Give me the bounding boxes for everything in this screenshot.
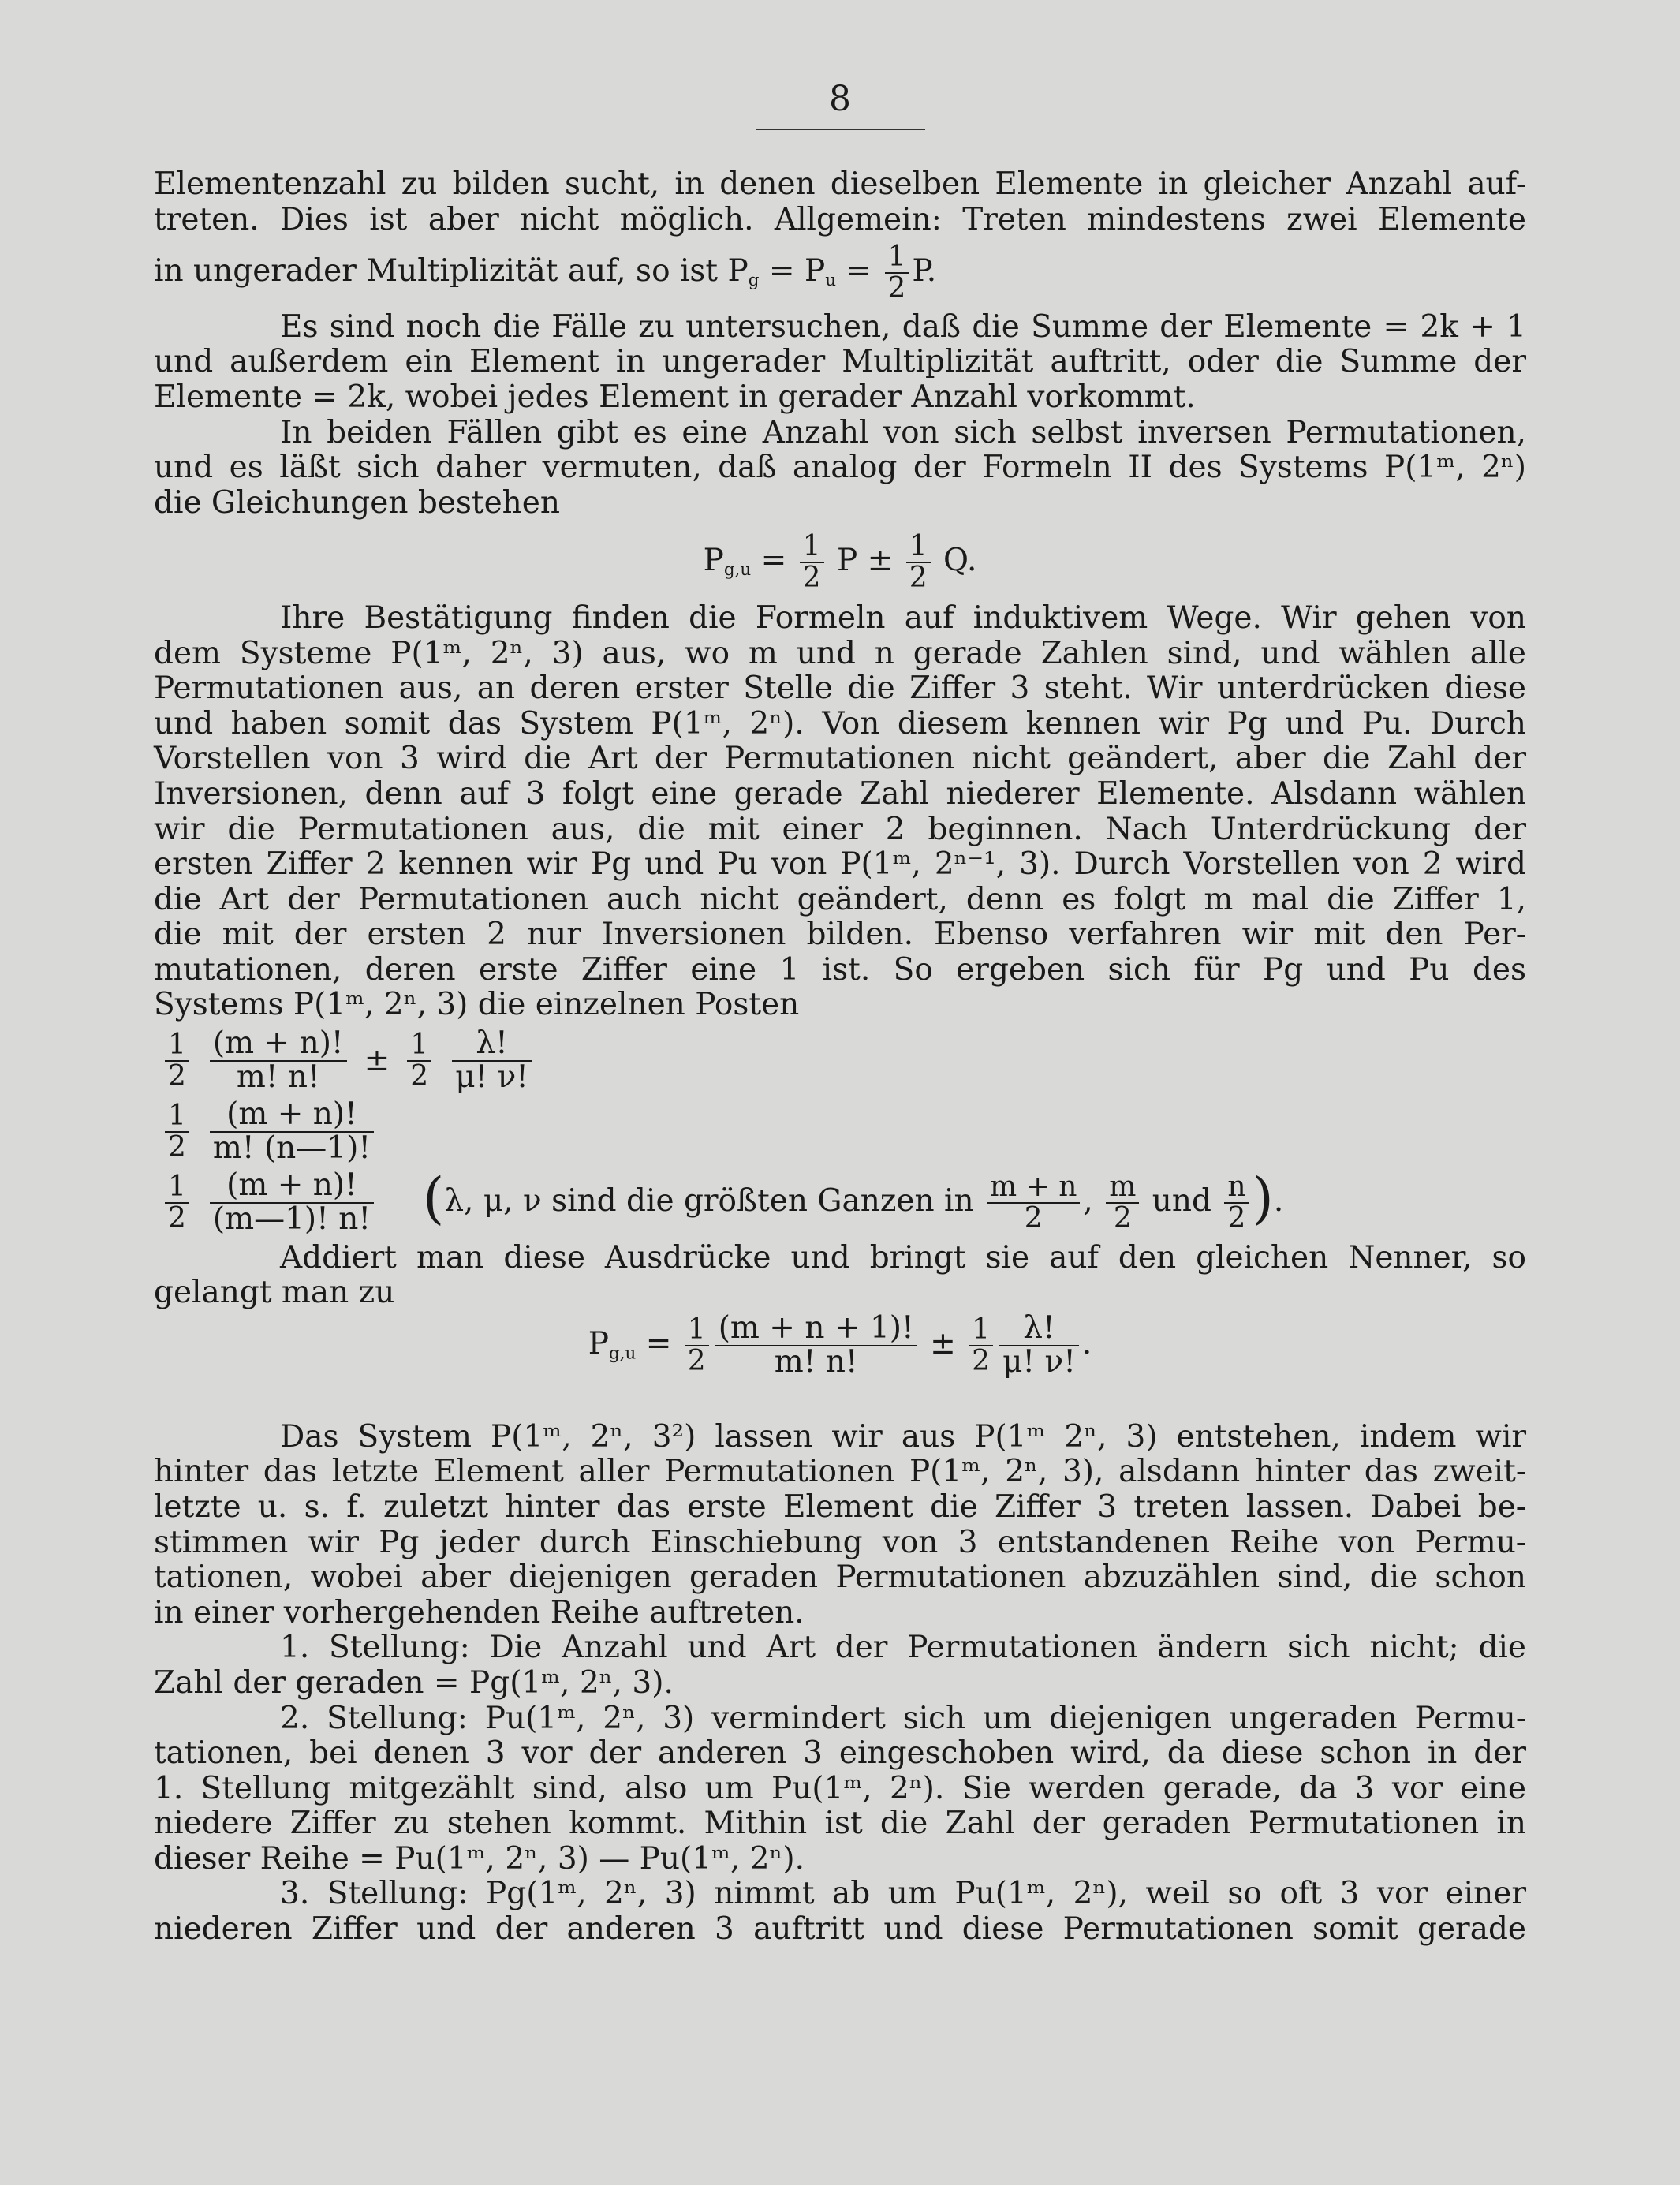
page-number-rule <box>756 129 925 130</box>
equation-pgu: $P_{g,u}$ = $\frac{1}{2}$ P ± $\frac{1}{2}$ Q. <box>703 530 977 595</box>
text-line: tationen, wobei aber diejenigen geraden Permutationen abzuzählen sind, die schon <box>154 1559 1526 1596</box>
text-line: treten. Dies ist aber nicht möglich. Allgemein: Treten mindestens zwei Elemente <box>154 201 1526 237</box>
text-line: In beiden Fällen gibt es eine Anzahl von sich selbst inversen Permutationen, <box>280 414 1526 450</box>
posten-row-2 <box>162 1096 1526 1166</box>
text-line: niedere Ziffer zu stehen kommt. Mithin ist die Zahl der geraden Permutationen in <box>154 1806 1526 1842</box>
text-line: Inversionen, denn auf 3 folgt eine gerade Zahl niederer Elemente. Alsdann wählen <box>154 775 1526 812</box>
posten-note: (λ, μ, ν sind die größten Ganzen in $\frac{m + n}{2}$ , $\frac{m}{2}$ und $\frac{n}{2}$ ). <box>423 1166 1284 1234</box>
fraction: $\frac{1}{2}$ <box>685 1315 709 1376</box>
text-line: wir die Permutationen aus, die mit einer 2 beginnen. Nach Unterdrückung der <box>154 811 1526 847</box>
posten-row-3 <box>162 1166 1526 1237</box>
fraction: $\frac{m + n}{2}$ <box>987 1172 1080 1234</box>
text-line: die Gleichungen bestehen <box>154 484 560 521</box>
text-line: in ungerader Multiplizität auf, so ist $P_g = P_u$ = $\frac{1}{2}$ P. <box>154 241 937 304</box>
fraction: $\frac{m}{2}$ <box>1106 1172 1139 1234</box>
text-line: und haben somit das System P(1ᵐ, 2ⁿ). Von diesem kennen wir Pg und Pu. Durch <box>154 705 1526 741</box>
text-line: Das System P(1ᵐ, 2ⁿ, 3²) lassen wir aus P(1ᵐ 2ⁿ, 3) entstehen, indem wir <box>280 1418 1526 1455</box>
fraction: $\frac{1}{2}$ <box>800 532 824 593</box>
text-line: Permutationen aus, an deren erster Stelle die Ziffer 3 steht. Wir unterdrücken diese <box>154 670 1526 707</box>
text-line: letzte u. s. f. zuletzt hinter das erste Element die Ziffer 3 treten lassen. Dabei be- <box>154 1488 1526 1525</box>
text-line: hinter das letzte Element aller Permutationen P(1ᵐ, 2ⁿ, 3), alsdann hinter das zweit- <box>154 1454 1526 1490</box>
text-line: dieser Reihe = Pu(1ᵐ, 2ⁿ, 3) — Pu(1ᵐ, 2ⁿ). <box>154 1840 805 1877</box>
text-line: 1. Stellung: Die Anzahl und Art der Permutationen ändern sich nicht; die <box>280 1630 1526 1666</box>
fraction: $\frac{1}{2}$ <box>407 1030 431 1092</box>
fraction: $\frac{\lambda!}{\mu! \nu!}$ <box>999 1313 1079 1379</box>
fraction: $\frac{(m + n + 1)!}{m! n!}$ <box>715 1313 917 1379</box>
text-line: Ihre Bestätigung finden die Formeln auf induktivem Wege. Wir gehen von <box>280 599 1526 636</box>
text-line: Systems P(1ᵐ, 2ⁿ, 3) die einzelnen Posten <box>154 987 800 1023</box>
text-line: und es läßt sich daher vermuten, daß analog der Formeln II des Systems P(1ᵐ, 2ⁿ) <box>154 450 1526 486</box>
fraction: $\frac{1}{2}$ <box>969 1315 993 1376</box>
text-line: stimmen wir Pg jeder durch Einschiebung von 3 entstandenen Reihe von Permu- <box>154 1524 1526 1560</box>
page-number: 8 <box>829 79 851 119</box>
fraction: $\frac{(m + n)!}{m! (n—1)!}$ <box>210 1099 374 1165</box>
posten-row-1: $\frac{1}{2}$ $\frac{(m + n)!}{m! n!}$ ± $\frac{1}{2}$ $\frac{\lambda!}{\mu! \nu!}$ <box>162 1028 1526 1094</box>
text-line: ersten Ziffer 2 kennen wir Pg und Pu von P(1ᵐ, 2ⁿ⁻¹, 3). Durch Vorstellen von 2 wird <box>154 846 1526 883</box>
text-line: die Art der Permutationen auch nicht geändert, denn es folgt m mal die Ziffer 1, <box>154 881 1526 917</box>
text-line: Addiert man diese Ausdrücke und bringt sie auf den gleichen Nenner, so <box>280 1239 1526 1276</box>
text-line: und außerdem ein Element in ungerader Multiplizität auftritt, oder die Summe der <box>154 344 1526 380</box>
text-line: niederen Ziffer und der anderen 3 auftritt und diese Permutationen somit gerade <box>154 1911 1526 1948</box>
text-line: in einer vorhergehenden Reihe auftreten. <box>154 1594 805 1630</box>
text-line: Elemente = 2k, wobei jedes Element in gerader Anzahl vorkommt. <box>154 379 1196 415</box>
fraction: $\frac{1}{2}$ <box>165 1030 189 1092</box>
text-line: dem Systeme P(1ᵐ, 2ⁿ, 3) aus, wo m und n gerade Zahlen sind, und wählen alle <box>154 635 1526 671</box>
equation-pgu-sum: $P_{g,u}$ = $\frac{1}{2}$ $\frac{(m + n + 1)!}{m! n!}$ ± $\frac{1}{2}$ $\frac{\lambda!}{\mu! \nu!}$ . <box>588 1309 1092 1380</box>
text-line: Vorstellen von 3 wird die Art der Permutationen nicht geändert, aber die Zahl der <box>154 741 1526 777</box>
fraction: $\frac{\lambda!}{\mu! \nu!}$ <box>452 1028 532 1094</box>
text-line: 1. Stellung mitgezählt sind, also um Pu(1ᵐ, 2ⁿ). Sie werden gerade, da 3 vor eine <box>154 1770 1526 1806</box>
text-line: Zahl der geraden = Pg(1ᵐ, 2ⁿ, 3). <box>154 1664 674 1701</box>
text-line: mutationen, deren erste Ziffer eine 1 ist. So ergeben sich für Pg und Pu des <box>154 951 1526 988</box>
fraction: $\frac{(m + n)!}{m! n!}$ <box>210 1028 347 1094</box>
text-line: 3. Stellung: Pg(1ᵐ, 2ⁿ, 3) nimmt ab um Pu(1ᵐ, 2ⁿ), weil so oft 3 vor einer <box>280 1876 1526 1912</box>
text-line: Es sind noch die Fälle zu untersuchen, daß die Summe der Elemente = 2k + 1 <box>280 308 1526 345</box>
text-line: die mit der ersten 2 nur Inversionen bilden. Ebenso verfahren wir mit den Per- <box>154 917 1526 953</box>
fraction: $\frac{n}{2}$ <box>1224 1172 1249 1234</box>
text-line: Elementenzahl zu bilden sucht, in denen dieselben Elemente in gleicher Anzahl auf- <box>154 166 1526 202</box>
text-line: 2. Stellung: Pu(1ᵐ, 2ⁿ, 3) vermindert sich um diejenigen ungeraden Permu- <box>280 1700 1526 1736</box>
text-line: gelangt man zu <box>154 1275 395 1311</box>
fraction: $\frac{1}{2}$ <box>906 532 931 593</box>
fraction: $\frac{(m + n)!}{(m—1)! n!}$ <box>210 1170 374 1236</box>
body-text <box>154 167 1526 1948</box>
fraction: $\frac{1}{2}$ <box>165 1101 189 1163</box>
fraction: $\frac{1}{2}$ <box>885 242 909 304</box>
fraction: $\frac{1}{2}$ <box>165 1172 189 1234</box>
text-line: tationen, bei denen 3 vor der anderen 3 eingeschoben wird, da diese schon in der <box>154 1735 1526 1772</box>
